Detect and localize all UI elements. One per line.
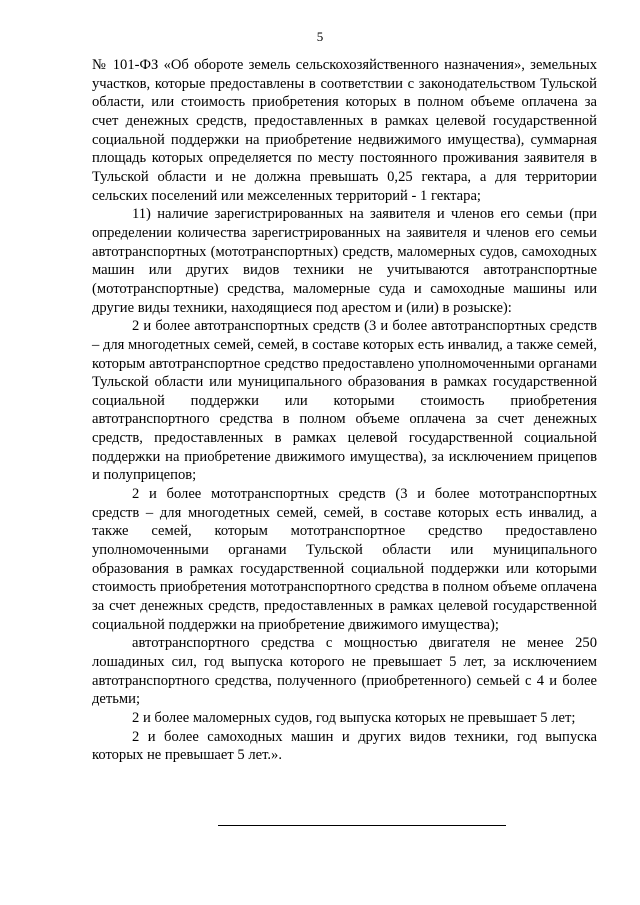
paragraph-self-propelled: 2 и более самоходных машин и других видов техники, год выпуска которых не превышает 5 лет.».: [92, 728, 597, 764]
paragraph-engine-power: автотранспортного средства с мощностью двигателя не менее 250 лошадиных сил, год выпуска которого не превышает 5 лет, за исключением автотранспортного средства, полученного (приобретенного) семьей с 4 и более детьми;: [92, 635, 597, 708]
end-divider-line: [218, 825, 506, 826]
paragraph-auto-vehicles: 2 и более автотранспортных средств (3 и более автотранспортных средств – для многодетных семей, семей, в составе которых есть инвалид, а также семей, которым автотранспортное средство предоставлено уполномоченными органами Тульской области или муниципального образования в рамках государственной социальной поддержки или которыми стоимость приобретения автотранспортного средства в полном объеме оплачена за счет денежных средств, предоставленных в рамках целевой государственной социальной поддержки на приобретение движимого имущества), за исключением прицепов и полуприцепов;: [92, 318, 598, 484]
page-number: 5: [316, 29, 324, 44]
paragraph-item-11: 11) наличие зарегистрированных на заявителя и членов его семьи (при определении количества зарегистрированных на заявителя и членов его семьи автотранспортных (мототранспортных) средств, маломерных судов, самоходных машин или других видов техники не учитываются автотранспортные (мототранспортные) средства, маломерные суда и самоходные машины или другие виды техники, находящиеся под арестом и (или) в розыске):: [92, 206, 597, 316]
document-body: [92, 56, 597, 765]
paragraph-moto-vehicles: 2 и более мототранспортных средств (3 и более мототранспортных средств – для многодетных семей, семей, в составе которых есть инвалид, а также семей, которым мототранспортное средство предоставлено уполномоченными органами Тульской области или муниципального образования в рамках государственной социальной поддержки или которыми стоимость приобретения мототранспортного средства в полном объеме оплачена за счет денежных средств, предоставленных в рамках целевой государственной социальной поддержки на приобретение движимого имущества);: [92, 486, 597, 633]
paragraph-small-boats: 2 и более маломерных судов, год выпуска которых не превышает 5 лет;: [132, 709, 576, 726]
paragraph-land-continuation: № 101-ФЗ «Об обороте земель сельскохозяйственного назначения», земельных участков, которые предоставлены в соответствии с законодательством Тульской области, или стоимость приобретения которых в полном объеме оплачена за счет денежных средств, предоставленных в рамках целевой государственной социальной поддержки на приобретение недвижимого имущества), суммарная площадь которых определяется по месту постоянного проживания заявителя в Тульской области и не должна превышать 0,25 гектара, а для территории сельских поселений или межселенных территорий - 1 гектара;: [92, 57, 597, 204]
